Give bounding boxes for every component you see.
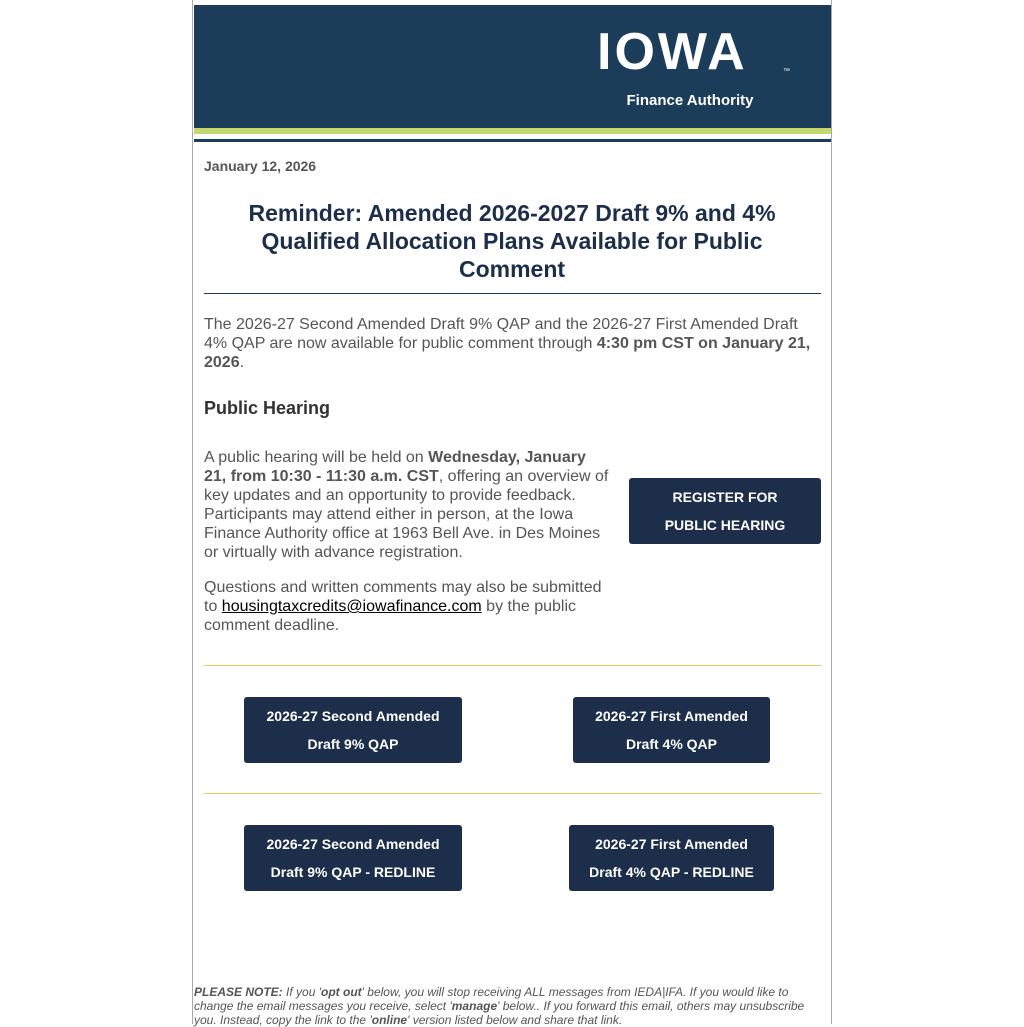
logo-subtitle: Finance Authority <box>626 92 754 109</box>
note-text-1: If you ' <box>282 985 321 999</box>
note-text-2: ' below, you will stop receiving ALL messages from IEDA|IFA. If you would like to change the email messages you receive, select ' <box>194 985 789 1013</box>
qap9-label-2: Draft 9% QAP <box>307 736 399 752</box>
email-title: Reminder: Amended 2026-2027 Draft 9% and 4% Qualified Allocation Plans Available for Public Comment <box>248 200 776 282</box>
email-link[interactable]: housingtaxcredits@iowafinance.com <box>221 598 482 615</box>
qap4-redline-button[interactable] <box>569 825 774 891</box>
qap9-label-1: 2026-27 Second Amended <box>266 708 440 724</box>
questions-text-end: by the public comment deadline. <box>204 598 577 634</box>
email-date: January 12, 2026 <box>204 158 317 174</box>
qap4-label-2: Draft 4% QAP <box>625 736 718 752</box>
public-hearing-heading: Public Hearing <box>204 398 331 418</box>
qap4r-label-2: Draft 4% QAP - REDLINE <box>589 864 754 880</box>
qap9-redline-button[interactable] <box>244 825 462 891</box>
note-online: online <box>371 1013 408 1027</box>
qap4r-label-1: 2026-27 First Amended <box>595 836 748 852</box>
green-divider-2 <box>204 793 821 794</box>
note-opt-out: opt out <box>321 985 362 999</box>
green-stripe <box>194 128 831 134</box>
unsubscribe-note <box>194 985 824 1027</box>
title-divider <box>204 293 821 294</box>
hearing-text-end: , offering an overview of key updates and an opportunity to provide feedback. Participants may attend either in person, at the Iowa Finance Authority office at 1963 Bell Ave. in Des Moines or virtually with advance registration. <box>204 468 609 561</box>
qap9r-label-1: 2026-27 Second Amended <box>266 836 440 852</box>
logo-wordmark: IOWA <box>597 23 748 81</box>
questions-paragraph <box>204 578 609 635</box>
note-manage: manage <box>451 999 498 1013</box>
intro-text: The 2026-27 Second Amended Draft 9% QAP and the 2026-27 First Amended Draft 4% QAP are now available for public comment through <box>204 316 798 352</box>
intro-end: . <box>239 354 245 371</box>
register-label-1: REGISTER FOR <box>672 489 778 505</box>
qap9r-label-2: Draft 9% QAP - REDLINE <box>270 864 436 880</box>
logo-trademark: ™ <box>783 68 790 75</box>
qap9-draft-button[interactable] <box>244 697 462 763</box>
intro-paragraph <box>204 315 816 372</box>
email-frame <box>192 0 832 1027</box>
hearing-datetime: Wednesday, January 21, from 10:30 - 11:30 a.m. CST <box>204 449 586 485</box>
register-label-2: PUBLIC HEARING <box>664 517 786 533</box>
note-text-3: ' below.. If you forward this email, others may unsubscribe you. Instead, copy the link to the ' <box>194 999 805 1027</box>
qap4-draft-button[interactable] <box>573 697 770 763</box>
hearing-text-start: A public hearing will be held on <box>204 449 429 466</box>
navy-stripe <box>194 139 831 142</box>
register-hearing-button[interactable] <box>629 478 821 544</box>
iowa-logo[interactable] <box>597 25 797 79</box>
qap4-label-1: 2026-27 First Amended <box>595 708 748 724</box>
intro-deadline: 4:30 pm CST on January 21, 2026 <box>204 335 811 371</box>
green-divider-1 <box>204 665 821 666</box>
hearing-paragraph <box>204 448 609 562</box>
note-label: PLEASE NOTE: <box>194 985 283 999</box>
header-banner <box>194 5 831 128</box>
questions-text-start: Questions and written comments may also be submitted to <box>204 579 602 615</box>
note-text-4: ' version listed below and share that link. <box>407 1013 623 1027</box>
